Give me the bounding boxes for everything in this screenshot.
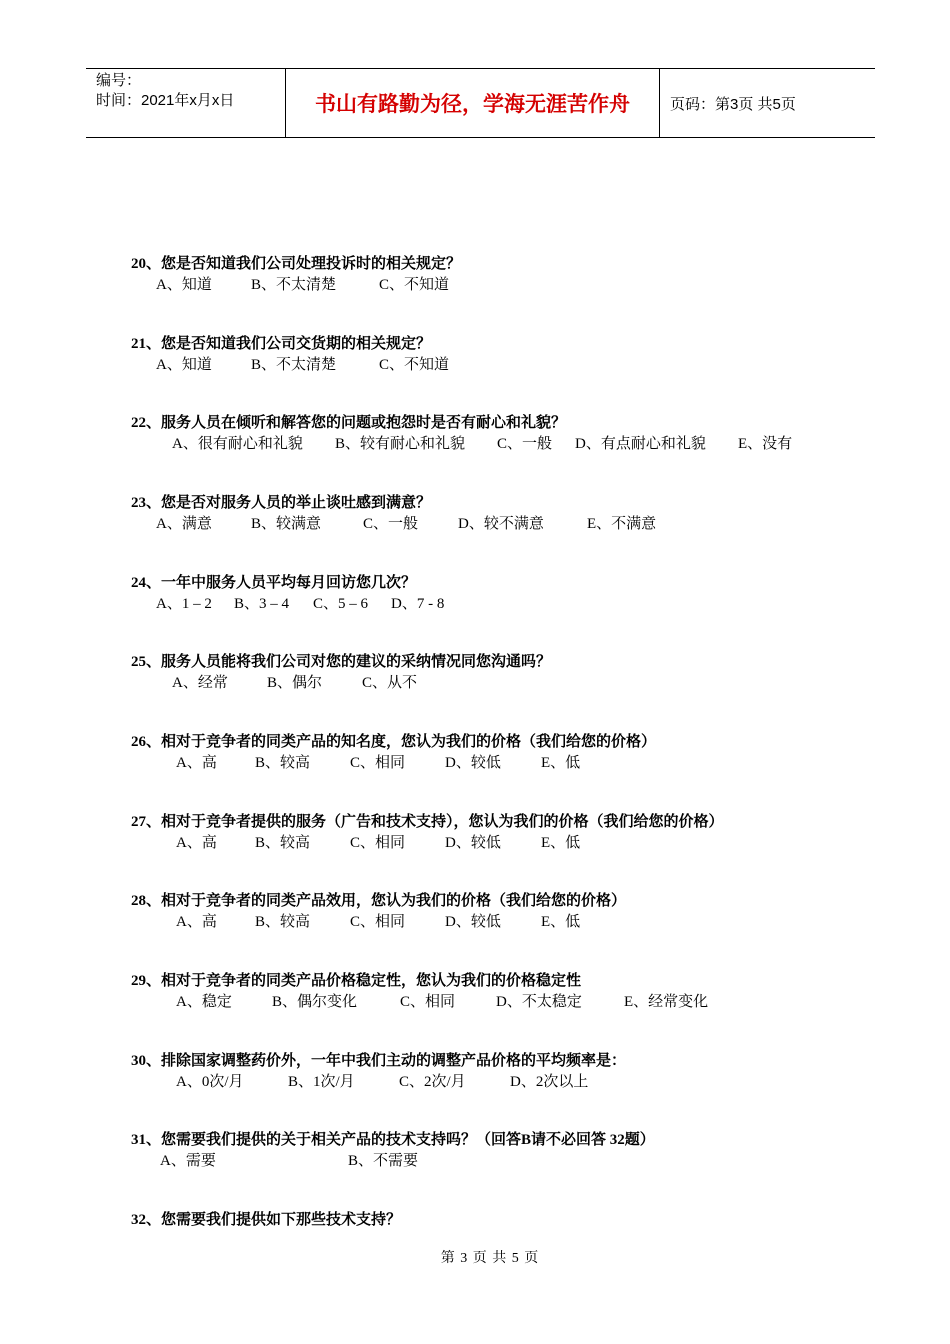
question-23: [131, 493, 656, 535]
option: A、经常: [172, 675, 228, 691]
option: D、不太稳定: [496, 994, 582, 1010]
option: B、1次/月: [288, 1074, 355, 1090]
option: D、有点耐心和礼貌: [575, 436, 706, 452]
question-title: 24、一年中服务人员平均每月回访您几次？: [131, 575, 417, 591]
header-meta: [86, 69, 286, 137]
question-29: [131, 971, 708, 1013]
question-32: [131, 1210, 401, 1231]
question-title: 28、相对于竞争者的同类产品效用，您认为我们的价格（我们给您的价格）: [131, 893, 627, 909]
option: A、高: [176, 835, 217, 851]
option: C、从不: [362, 675, 418, 691]
option: B、较高: [255, 755, 311, 771]
question-28: [131, 891, 626, 933]
question-title: 30、排除国家调整药价外，一年中我们主动的调整产品价格的平均频率是：: [131, 1053, 627, 1069]
option: A、1 – 2: [156, 596, 212, 612]
option: D、较不满意: [458, 516, 544, 532]
option: C、一般: [497, 436, 553, 452]
option: E、不满意: [587, 516, 657, 532]
question-31: [131, 1130, 655, 1172]
question-title: 31、您需要我们提供的关于相关产品的技术支持吗？（回答B请不必回答 32题）: [131, 1132, 655, 1148]
option: A、知道: [156, 277, 212, 293]
option: D、较低: [445, 755, 501, 771]
option: C、不知道: [379, 357, 450, 373]
question-20: [131, 254, 461, 296]
question-21: [131, 334, 449, 376]
option: B、较有耐心和礼貌: [335, 436, 466, 452]
question-title: 25、服务人员能将我们公司对您的建议的采纳情况同您沟通吗？: [131, 654, 552, 670]
question-24: [131, 573, 444, 615]
option: B、偶尔: [267, 675, 323, 691]
header-motto: 书山有路勤为径，学海无涯苦作舟: [286, 69, 660, 137]
option: C、2次/月: [399, 1074, 466, 1090]
page-header: [86, 68, 875, 138]
option: B、较高: [255, 914, 311, 930]
option: D、较低: [445, 835, 501, 851]
option: E、经常变化: [624, 994, 709, 1010]
option: D、较低: [445, 914, 501, 930]
number-label: 编号：: [96, 72, 142, 89]
option: D、7 - 8: [391, 596, 445, 612]
option: E、低: [541, 835, 581, 851]
option: A、稳定: [176, 994, 232, 1010]
question-25: [131, 652, 551, 694]
option: A、高: [176, 755, 217, 771]
option: C、相同: [400, 994, 456, 1010]
option: A、需要: [160, 1153, 216, 1169]
page-footer: 第 3 页 共 5 页: [440, 1251, 540, 1266]
option: C、5 – 6: [313, 596, 369, 612]
option: B、3 – 4: [234, 596, 290, 612]
option: B、不太清楚: [251, 357, 337, 373]
option: E、低: [541, 755, 581, 771]
question-title: 20、您是否知道我们公司处理投诉时的相关规定？: [131, 256, 462, 272]
question-22: [131, 413, 792, 455]
question-title: 22、服务人员在倾听和解答您的问题或抱怨时是否有耐心和礼貌？: [131, 415, 567, 431]
option: A、0次/月: [176, 1074, 244, 1090]
option: E、低: [541, 914, 581, 930]
option: C、一般: [363, 516, 419, 532]
option: B、不太清楚: [251, 277, 337, 293]
option: C、相同: [350, 835, 406, 851]
option: A、满意: [156, 516, 212, 532]
option: C、不知道: [379, 277, 450, 293]
header-page-info: 页码：第3页 共5页: [670, 95, 796, 113]
question-30: [131, 1051, 626, 1093]
option: B、偶尔变化: [272, 994, 358, 1010]
option: B、较满意: [251, 516, 322, 532]
question-title: 21、您是否知道我们公司交货期的相关规定？: [131, 336, 432, 352]
question-title: 29、相对于竞争者的同类产品价格稳定性，您认为我们的价格稳定性: [131, 973, 582, 989]
option: B、不需要: [348, 1153, 419, 1169]
question-title: 27、相对于竞争者提供的服务（广告和技术支持），您认为我们的价格（我们给您的价格）: [131, 814, 724, 830]
question-26: [131, 732, 656, 774]
question-title: 26、相对于竞争者的同类产品的知名度，您认为我们的价格（我们给您的价格）: [131, 734, 657, 750]
option: B、较高: [255, 835, 311, 851]
option: A、知道: [156, 357, 212, 373]
option: E、没有: [738, 436, 793, 452]
question-title: 23、您是否对服务人员的举止谈吐感到满意？: [131, 495, 432, 511]
option: A、很有耐心和礼貌: [172, 436, 303, 452]
question-title: 32、您需要我们提供如下那些技术支持？: [131, 1212, 402, 1228]
option: C、相同: [350, 755, 406, 771]
option: A、高: [176, 914, 217, 930]
time-label: 时间：2021年x月x日: [96, 92, 235, 109]
option: C、相同: [350, 914, 406, 930]
question-27: [131, 812, 724, 854]
option: D、2次以上: [510, 1074, 589, 1090]
